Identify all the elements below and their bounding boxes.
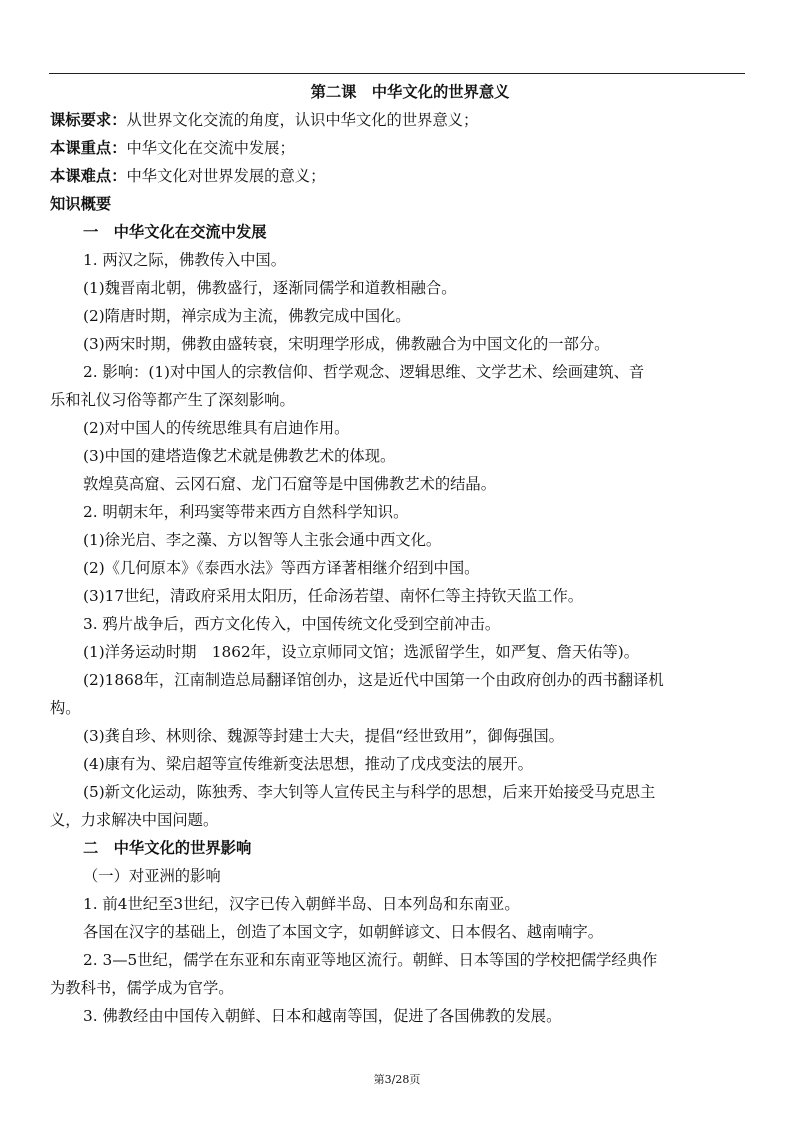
line-text: (1)魏晋南北朝，佛教盛行，逐渐同儒学和道教相融合。 xyxy=(83,279,457,297)
text-line xyxy=(50,890,746,918)
text-line xyxy=(50,554,746,582)
line-text: 3. 鸦片战争后，西方文化传入，中国传统文化受到空前冲击。 xyxy=(83,615,501,633)
text-line xyxy=(50,722,746,750)
line-text: 1. 前4世纪至3世纪，汉字已传入朝鲜半岛、日本列岛和东南亚。 xyxy=(83,895,520,913)
text-line xyxy=(50,638,746,666)
line-text: (3)两宋时期，佛教由盛转衰，宋明理学形成，佛教融合为中国文化的一部分。 xyxy=(83,335,610,353)
line-text: (2)1868年，江南制造总局翻译馆创办，这是近代中国第一个由政府创办的西书翻译机 xyxy=(83,671,664,689)
line-text: 二 中华文化的世界影响 xyxy=(83,839,252,857)
text-line xyxy=(50,946,746,974)
text-line xyxy=(50,750,746,778)
text-line xyxy=(50,610,746,638)
text-line xyxy=(50,918,746,946)
text-line xyxy=(50,330,746,358)
line-text: 一 中华文化在交流中发展 xyxy=(83,223,267,241)
section-heading xyxy=(50,190,746,218)
line-text: 1. 两汉之际，佛教传入中国。 xyxy=(83,251,287,269)
line-text: 2. 3—5世纪，儒学在东亚和东南亚等地区流行。朝鲜、日本等国的学校把儒学经典作 xyxy=(83,951,658,969)
line-text: 乐和礼仪习俗等都产生了深刻影响。 xyxy=(50,391,295,409)
line-text: 3. 佛教经由中国传入朝鲜、日本和越南等国，促进了各国佛教的发展。 xyxy=(83,1007,562,1025)
line-text: 中华文化对世界发展的意义； xyxy=(126,167,326,185)
text-line xyxy=(50,246,746,274)
line-text: (1)徐光启、李之藻、方以智等人主张会通中西文化。 xyxy=(83,531,442,549)
text-line xyxy=(50,806,746,834)
text-line xyxy=(50,274,746,302)
text-line xyxy=(50,526,746,554)
header-rule xyxy=(49,73,745,74)
section-heading xyxy=(50,834,746,862)
text-line xyxy=(50,302,746,330)
text-line xyxy=(50,414,746,442)
line-text: 2. 影响：(1)对中国人的宗教信仰、哲学观念、逻辑思维、文学艺术、绘画建筑、音 xyxy=(83,363,645,381)
text-line xyxy=(50,106,746,134)
line-text: 敦煌莫高窟、云冈石窟、龙门石窟等是中国佛教艺术的结晶。 xyxy=(83,475,497,493)
page-number: 第3/28页 xyxy=(373,1073,421,1086)
line-text: (5)新文化运动，陈独秀、李大钊等人宣传民主与科学的思想，后来开始接受马克思主 xyxy=(83,783,656,801)
line-text: (3)龚自珍、林则徐、魏源等封建士大夫，提倡“经世致用”，御侮强国。 xyxy=(83,727,564,745)
line-text: (2)《几何原本》《泰西水法》等西方译著相继介绍到中国。 xyxy=(83,559,480,577)
line-label: 本课重点： xyxy=(50,139,127,157)
text-line xyxy=(50,134,746,162)
text-line xyxy=(50,694,746,722)
line-text: 中华文化在交流中发展； xyxy=(126,139,295,157)
text-line xyxy=(50,1002,746,1030)
line-text: (3)中国的建塔造像艺术就是佛教艺术的体现。 xyxy=(83,447,396,465)
line-label: 本课难点： xyxy=(50,167,127,185)
text-line xyxy=(50,666,746,694)
text-line xyxy=(50,778,746,806)
line-text: (2)隋唐时期，禅宗成为主流，佛教完成中国化。 xyxy=(83,307,411,325)
text-line xyxy=(50,974,746,1002)
line-text: 构。 xyxy=(50,699,81,717)
text-line xyxy=(50,498,746,526)
line-text: 从世界文化交流的角度，认识中华文化的世界意义； xyxy=(126,111,479,129)
text-line xyxy=(50,442,746,470)
line-text: （一）对亚洲的影响 xyxy=(83,867,221,885)
line-text: (4)康有为、梁启超等宣传维新变法思想，推动了戊戌变法的展开。 xyxy=(83,755,533,773)
text-line xyxy=(50,386,746,414)
text-line xyxy=(50,162,746,190)
line-text: (1)洋务运动时期 1862年，设立京师同文馆；选派留学生，如严复、詹天佑等)。 xyxy=(83,643,640,661)
document-body xyxy=(50,78,746,1030)
page-title: 第二课 中华文化的世界意义 xyxy=(310,83,510,101)
text-line xyxy=(50,358,746,386)
text-line xyxy=(50,470,746,498)
text-line xyxy=(50,862,746,890)
line-text: 为教科书，儒学成为官学。 xyxy=(50,979,234,997)
line-text: 各国在汉字的基础上，创造了本国文字，如朝鲜谚文、日本假名、越南喃字。 xyxy=(83,923,604,941)
section-heading xyxy=(50,218,746,246)
line-text: (2)对中国人的传统思维具有启迪作用。 xyxy=(83,419,350,437)
line-text: 义，力求解决中国问题。 xyxy=(50,811,219,829)
line-label: 课标要求： xyxy=(50,111,127,129)
line-text: 知识概要 xyxy=(50,195,112,213)
line-text: (3)17世纪，清政府采用太阳历，任命汤若望、南怀仁等主持钦天监工作。 xyxy=(83,587,584,605)
text-line xyxy=(50,582,746,610)
line-text: 2. 明朝末年，利玛窦等带来西方自然科学知识。 xyxy=(83,503,409,521)
